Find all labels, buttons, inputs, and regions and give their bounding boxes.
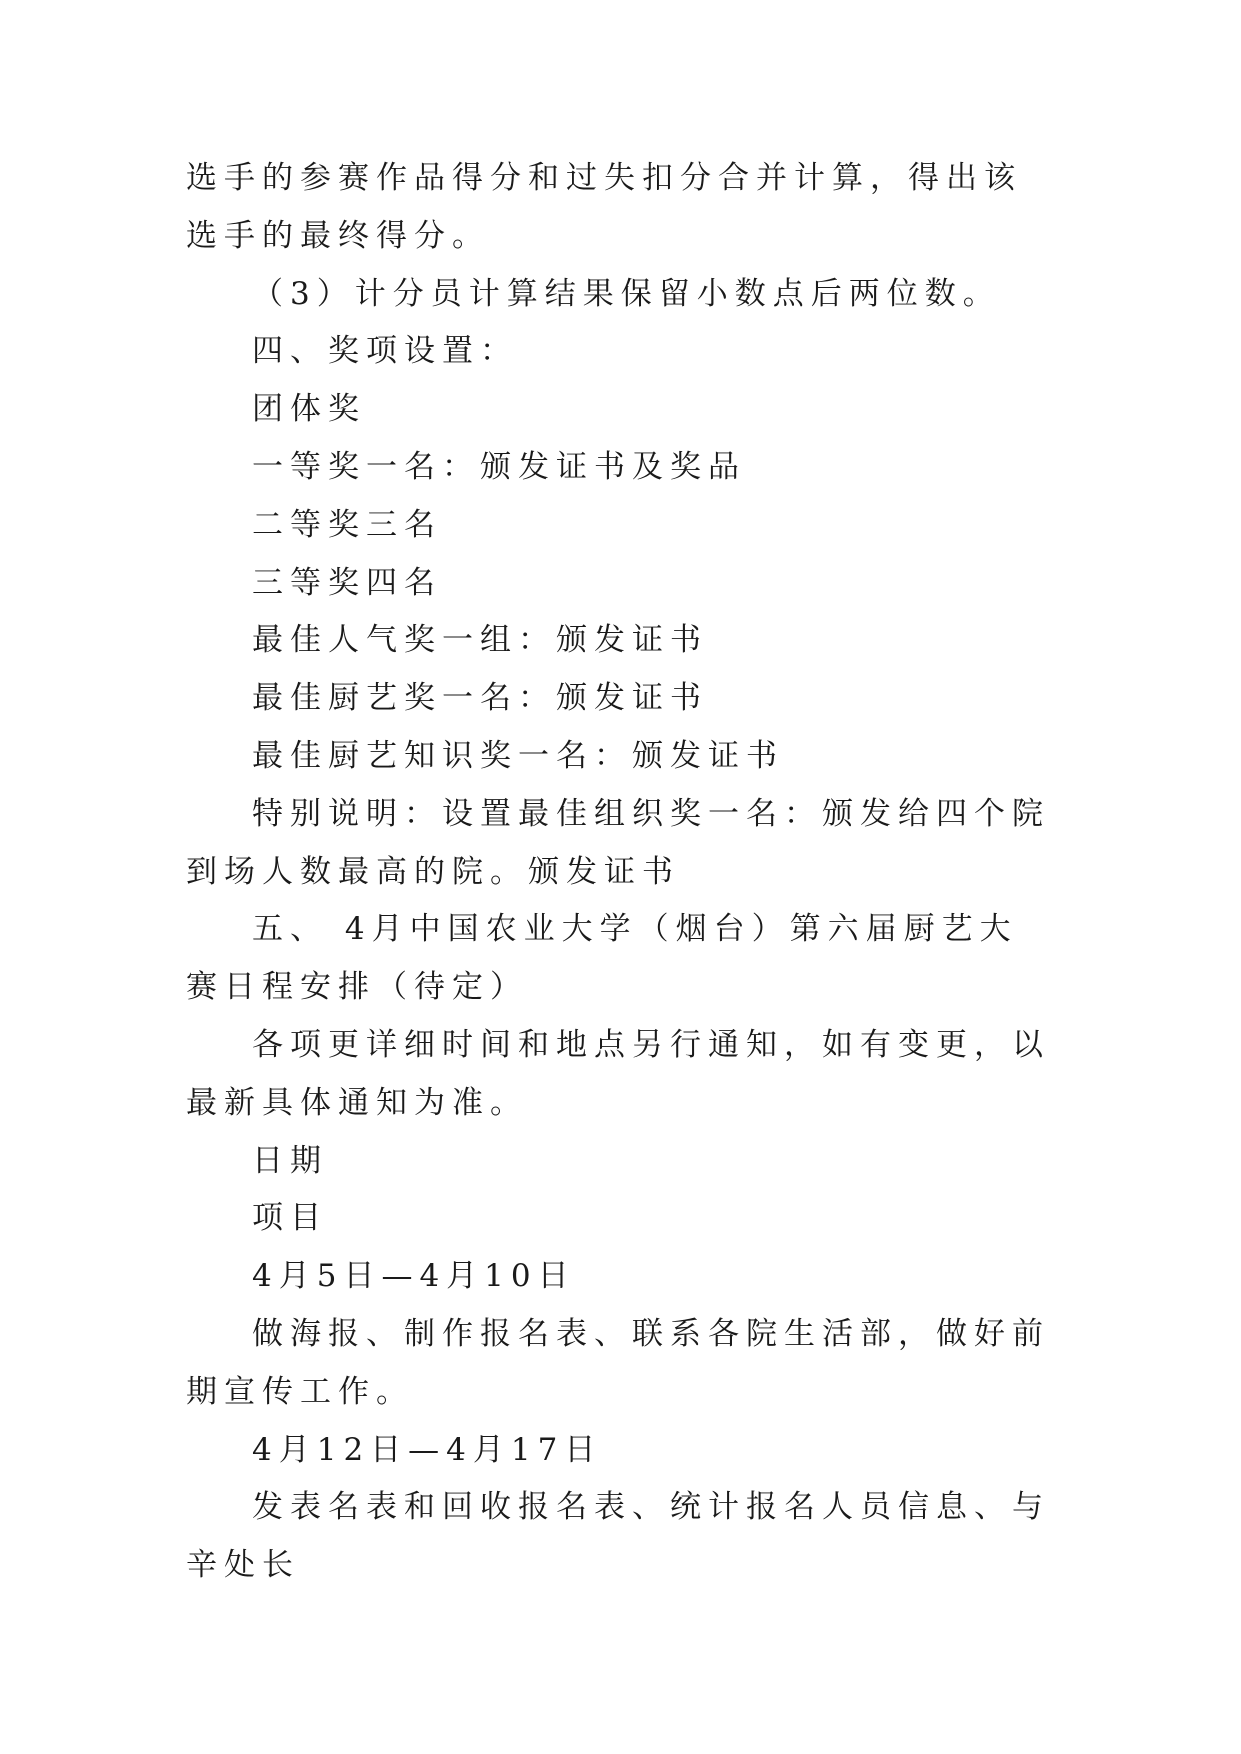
award-first-prize: 一等奖一名：颁发证书及奖品 [252, 448, 746, 485]
paragraph-final-score: 选手的参赛作品得分和过失扣分合并计算，得出该选手的最终得分。 [186, 160, 1022, 254]
award-team: 团体奖 [252, 391, 366, 428]
award-best-cooking: 最佳厨艺奖一名：颁发证书 [252, 680, 708, 717]
award-third-prize: 三等奖四名 [252, 564, 442, 601]
schedule-label-item: 项目 [252, 1200, 328, 1237]
award-most-popular: 最佳人气奖一组：颁发证书 [252, 622, 708, 659]
schedule-item-2: 发表名表和回收报名表、统计报名人员信息、与辛处长 [186, 1489, 1050, 1584]
section-heading-schedule: 五、 4月中国农业大学（烟台）第六届厨艺大赛日程安排（待定） [186, 911, 1018, 1006]
special-note: 特别说明：设置最佳组织奖一名：颁发给四个院到场人数最高的院。颁发证书 [186, 795, 1050, 890]
award-best-cooking-knowledge: 最佳厨艺知识奖一名：颁发证书 [252, 737, 784, 774]
schedule-date-2: 4月12日—4月17日 [252, 1431, 603, 1468]
schedule-notice: 各项更详细时间和地点另行通知，如有变更，以最新具体通知为准。 [186, 1026, 1050, 1121]
paragraph-scoring-precision: （3）计分员计算结果保留小数点后两位数。 [252, 275, 1001, 312]
schedule-date-1: 4月5日—4月10日 [252, 1258, 576, 1295]
schedule-label-date: 日期 [252, 1142, 328, 1179]
section-heading-awards: 四、奖项设置： [252, 333, 518, 370]
award-second-prize: 二等奖三名 [252, 506, 442, 543]
document-page [186, 150, 1050, 1595]
schedule-item-1: 做海报、制作报名表、联系各院生活部，做好前期宣传工作。 [186, 1315, 1050, 1410]
